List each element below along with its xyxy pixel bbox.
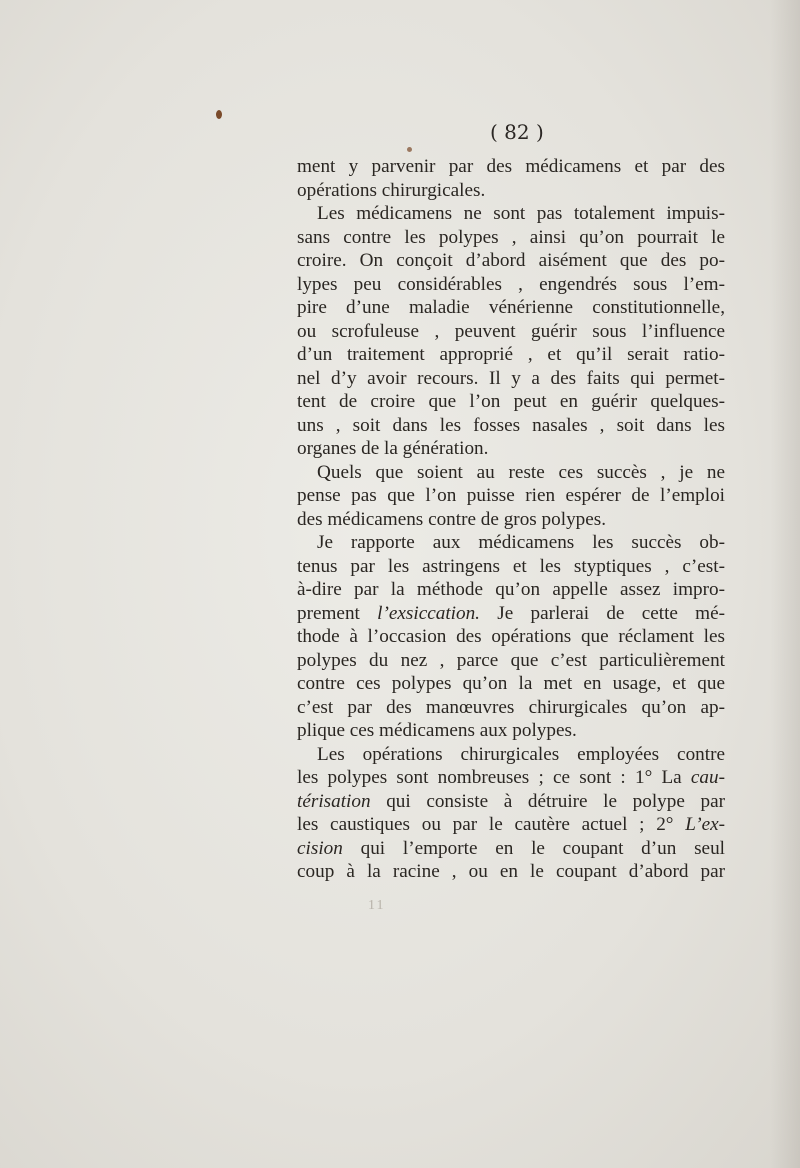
text-line (297, 790, 725, 814)
text-line: c’est par des manœuvres chirurgicales qu’on ap- (297, 696, 725, 718)
text-line: nel d’y avoir recours. Il y a des faits qui permet- (297, 367, 725, 389)
text-line: à-dire par la méthode qu’on appelle assez impro- (297, 579, 725, 600)
text-line: polypes du nez , parce que c’est particulièrement (297, 649, 725, 671)
ink-speck (216, 110, 222, 119)
text-line: opérations chirurgicales. (297, 179, 486, 201)
text-line: ou scrofuleuse , peuvent guérir sous l’influence (297, 320, 725, 342)
text-line: contre ces polypes qu’on la met en usage, et que (297, 673, 725, 694)
text-line: ment y parvenir par des médicamens et par des (297, 156, 725, 177)
text-line: sans contre les polypes , ainsi qu’on pourrait le (297, 226, 725, 248)
text-line: Les opérations chirurgicales employées contre (317, 743, 725, 765)
text-line (297, 813, 725, 837)
body-text (297, 155, 725, 884)
italic-term: térisation (297, 790, 371, 812)
text-run: qui l’emporte en le coupant d’un seul (360, 837, 725, 859)
text-line: lypes peu considérables , engendrés sous l’em- (297, 273, 725, 295)
text-run: prement (297, 602, 360, 624)
signature-mark: 11 (368, 898, 386, 913)
text-line: croire. On conçoit d’abord aisément que des po- (297, 250, 725, 271)
text-line: d’un traitement approprié , et qu’il serait ratio- (297, 344, 725, 365)
text-run: Je parlerai de cette mé- (497, 602, 725, 624)
italic-term: l’exsiccation. (377, 602, 480, 624)
text-line: plique ces médicamens aux polypes. (297, 720, 577, 741)
text-line (297, 766, 725, 790)
text-line: tent de croire que l’on peut en guérir quelques- (297, 391, 725, 412)
text-line: coup à la racine , ou en le coupant d’abord par (297, 861, 725, 882)
text-line: uns , soit dans les fosses nasales , soit dans les (297, 414, 725, 436)
text-line: pense pas que l’on puisse rien espérer de l’emploi (297, 485, 725, 506)
text-line: Je rapporte aux médicamens les succès ob- (317, 532, 725, 553)
text-line (297, 602, 725, 626)
text-line: Les médicamens ne sont pas totalement impuis- (317, 203, 725, 224)
text-run: les caustiques ou par le cautère actuel ; 2° (297, 814, 674, 835)
page-edge-shadow (770, 0, 800, 1168)
page-number: ( 82 ) (490, 120, 544, 144)
ink-speck (407, 147, 412, 152)
text-line: organes de la génération. (297, 438, 489, 459)
text-run: qui consiste à détruire le polype par (386, 790, 725, 812)
text-line: pire d’une maladie vénérienne constitutionnelle, (297, 297, 725, 318)
text-line: Quels que soient au reste ces succès , je ne (317, 461, 725, 483)
text-line: thode à l’occasion des opérations que réclament les (297, 626, 725, 647)
text-line: des médicamens contre de gros polypes. (297, 508, 607, 530)
text-run: les polypes sont nombreuses ; ce sont : 1° La (297, 767, 682, 788)
italic-term: cau- (690, 767, 725, 788)
text-line: tenus par les astringens et les styptiques , c’est- (297, 555, 725, 577)
italic-term: L’ex- (685, 814, 725, 835)
italic-term: cision (297, 837, 343, 859)
text-line (297, 837, 725, 861)
